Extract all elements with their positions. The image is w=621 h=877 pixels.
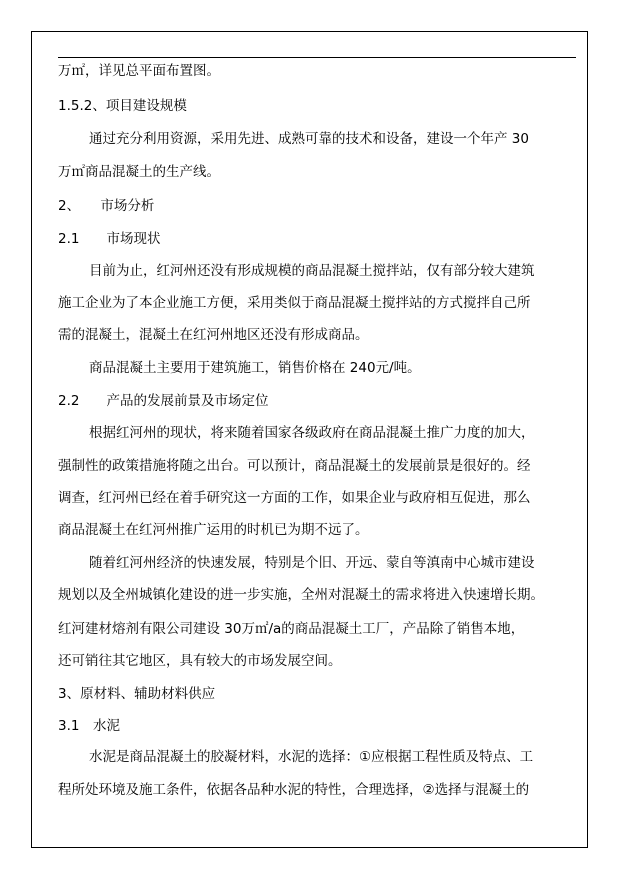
header-rule [58,57,576,58]
paragraph-line: 红河建材熔剂有限公司建设 30万㎡/a的商品混凝土工厂，产品除了销售本地， [58,621,525,637]
paragraph-line: 水泥是商品混凝土的胶凝材料，水泥的选择：①应根据工程性质及特点、工 [89,749,534,765]
section-heading: 1.5.2、项目建设规模 [58,98,187,114]
section-heading: 3.1 水泥 [58,718,120,734]
paragraph-line: 通过充分利用资源，采用先进、成熟可靠的技术和设备，建设一个年产 30 [89,131,529,147]
paragraph-line: 目前为止，红河州还没有形成规模的商品混凝土搅拌站，仅有部分较大建筑 [89,263,535,279]
paragraph-line: 还可销往其它地区，具有较大的市场发展空间。 [58,653,342,669]
section-heading: 2.1 市场现状 [58,231,161,247]
paragraph-line: 规划以及全州城镇化建设的进一步实施，全州对混凝土的需求将进入快速增长期。 [58,587,544,603]
section-heading: 2、 市场分析 [58,198,155,214]
paragraph-line: 调查，红河州已经在着手研究这一方面的工作，如果企业与政府相互促进，那么 [58,490,531,506]
paragraph-line: 施工企业为了本企业施工方便，采用类似于商品混凝土搅拌站的方式搅拌自己所 [58,295,531,311]
section-heading: 2.2 产品的发展前景及市场定位 [58,393,269,409]
paragraph-line: 随着红河州经济的快速发展，特别是个旧、开远、蒙自等滇南中心城市建设 [89,555,535,571]
text-line: 万㎡，详见总平面布置图。 [58,63,220,79]
paragraph-line: 根据红河州的现状，将来随着国家各级政府在商品混凝土推广力度的加大， [89,425,535,441]
paragraph-line: 商品混凝土主要用于建筑施工，销售价格在 240元/吨。 [89,360,421,376]
section-heading: 3、原材料、辅助材料供应 [58,686,216,702]
paragraph-line: 程所处环境及施工条件，依据各品种水泥的特性，合理选择，②选择与混凝土的 [58,782,530,798]
paragraph-line: 商品混凝土在红河州推广运用的时机已为期不远了。 [58,522,369,538]
paragraph-line: 强制性的政策措施将随之出台。可以预计，商品混凝土的发展前景是很好的。经 [58,458,531,474]
paragraph-line: 需的混凝土，混凝土在红河州地区还没有形成商品。 [58,327,369,343]
paragraph-line: 万㎡商品混凝土的生产线。 [58,164,220,180]
